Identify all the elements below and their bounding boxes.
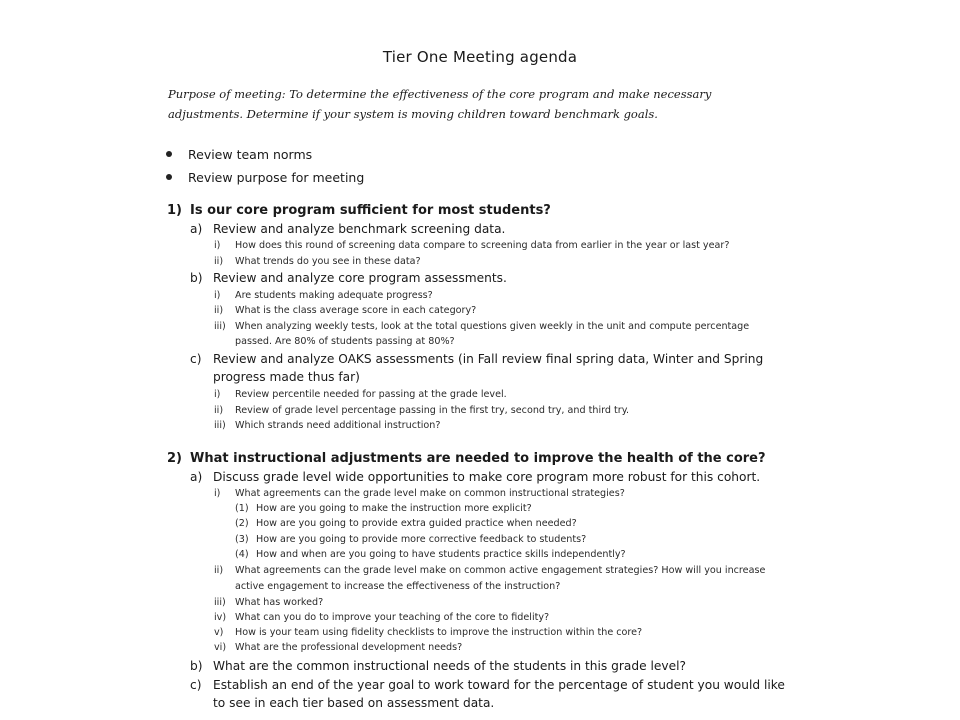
subsubitem (235, 549, 626, 560)
subitem (214, 612, 549, 623)
question-number: 1) (167, 203, 182, 218)
item-2a (190, 470, 760, 484)
bullet-text: Review purpose for meeting (188, 170, 365, 185)
subitem-label: i) (214, 290, 221, 301)
subsubitem-label: (3) (235, 534, 249, 545)
subitem-label: ii) (214, 565, 224, 576)
subitem (214, 290, 433, 301)
subitem-label: i) (214, 488, 221, 499)
subitem (214, 642, 462, 653)
item-text: Discuss grade level wide opportunities to make core program more robust for this cohort. (213, 470, 761, 484)
subitem-text: What are the professional development needs? (235, 642, 463, 653)
item-2b (190, 659, 686, 673)
item-text: Establish an end of the year goal to work toward for the percentage of student you would like (213, 678, 785, 692)
bullet-icon (166, 151, 172, 157)
subitem (214, 597, 323, 608)
item-continuation: to see in each tier based on assessment data. (213, 696, 495, 710)
subsubitem-label: (2) (235, 518, 249, 529)
subitem-label: i) (214, 240, 221, 251)
subitem-text: What can you do to improve your teaching of the core to fidelity? (235, 612, 550, 623)
subitem-continuation: passed. Are 80% of students passing at 80%? (235, 336, 455, 347)
item-label: a) (190, 222, 203, 236)
purpose-line-2: adjustments. Determine if your system is moving children toward benchmark goals. (168, 107, 658, 121)
item-continuation: progress made thus far) (213, 370, 360, 384)
subitem (214, 488, 625, 499)
subitem-continuation: active engagement to increase the effectiveness of the instruction? (235, 581, 561, 592)
subitem (214, 627, 642, 638)
subitem-label: iii) (214, 420, 226, 431)
subitem-label: ii) (214, 256, 224, 267)
subitem-text: How is your team using fidelity checklists to improve the instruction within the core? (235, 627, 643, 638)
subitem (214, 256, 421, 267)
item-text: Review and analyze core program assessments. (213, 271, 507, 285)
subsubitem-text: How and when are you going to have students practice skills independently? (256, 549, 626, 560)
item-label: b) (190, 659, 203, 673)
bullet-icon (166, 174, 172, 180)
question-text: What instructional adjustments are needed to improve the health of the core? (190, 451, 766, 466)
bullet-item (166, 170, 364, 185)
question-1 (167, 203, 551, 218)
subitem-label: vi) (214, 642, 227, 653)
item-label: a) (190, 470, 203, 484)
subitem-text: What agreements can the grade level make on common active engagement strategies? How will you increase (235, 565, 766, 576)
subsubitem-label: (1) (235, 503, 249, 514)
subitem-text: What agreements can the grade level make on common instructional strategies? (235, 488, 625, 499)
subsubitem (235, 518, 577, 529)
item-1c (190, 352, 763, 366)
subitem (214, 420, 440, 431)
item-text: Review and analyze benchmark screening data. (213, 222, 506, 236)
subitem (214, 240, 729, 251)
subitem-text: Review of grade level percentage passing in the first try, second try, and third try. (235, 405, 630, 416)
subsubitem-text: How are you going to provide more corrective feedback to students? (256, 534, 587, 545)
question-number: 2) (167, 451, 182, 466)
question-text: Is our core program sufficient for most students? (190, 203, 551, 218)
question-2 (167, 451, 766, 466)
subitem (214, 305, 476, 316)
subsubitem-text: How are you going to provide extra guided practice when needed? (256, 518, 577, 529)
page-title: Tier One Meeting agenda (382, 48, 578, 66)
item-label: c) (190, 678, 202, 692)
item-text: Review and analyze OAKS assessments (in Fall review final spring data, Winter and Spring (213, 352, 764, 366)
subitem (214, 405, 629, 416)
subitem-text: What is the class average score in each category? (235, 305, 477, 316)
subitem (214, 389, 507, 400)
subitem-label: ii) (214, 405, 224, 416)
item-1b (190, 271, 507, 285)
subitem-text: Review percentile needed for passing at the grade level. (235, 389, 507, 400)
subitem (214, 321, 749, 332)
bullet-item (166, 147, 312, 162)
bullet-text: Review team norms (188, 147, 313, 162)
subsubitem (235, 503, 532, 514)
subitem-label: iv) (214, 612, 227, 623)
item-1a (190, 222, 505, 236)
subitem-text: How does this round of screening data compare to screening data from earlier in the year or last year? (235, 240, 730, 251)
item-label: c) (190, 352, 202, 366)
subitem-text: Are students making adequate progress? (235, 290, 433, 301)
subitem-text: When analyzing weekly tests, look at the total questions given weekly in the unit and compute percentage (235, 321, 750, 332)
item-2c (190, 678, 785, 692)
subsubitem-label: (4) (235, 549, 249, 560)
subsubitem-text: How are you going to make the instruction more explicit? (256, 503, 532, 514)
subitem-label: ii) (214, 305, 224, 316)
subitem-label: i) (214, 389, 221, 400)
purpose-line-1: Purpose of meeting: To determine the effectiveness of the core program and make necessary (168, 87, 712, 101)
item-text: What are the common instructional needs of the students in this grade level? (213, 659, 686, 673)
subitem-text: What has worked? (235, 597, 324, 608)
subsubitem (235, 534, 586, 545)
subitem-text: Which strands need additional instruction? (235, 420, 441, 431)
subitem-label: iii) (214, 321, 226, 332)
subitem-text: What trends do you see in these data? (235, 256, 421, 267)
item-label: b) (190, 271, 203, 285)
subitem-label: v) (214, 627, 224, 638)
subitem-label: iii) (214, 597, 226, 608)
purpose-statement (168, 84, 768, 124)
subitem (214, 565, 765, 576)
